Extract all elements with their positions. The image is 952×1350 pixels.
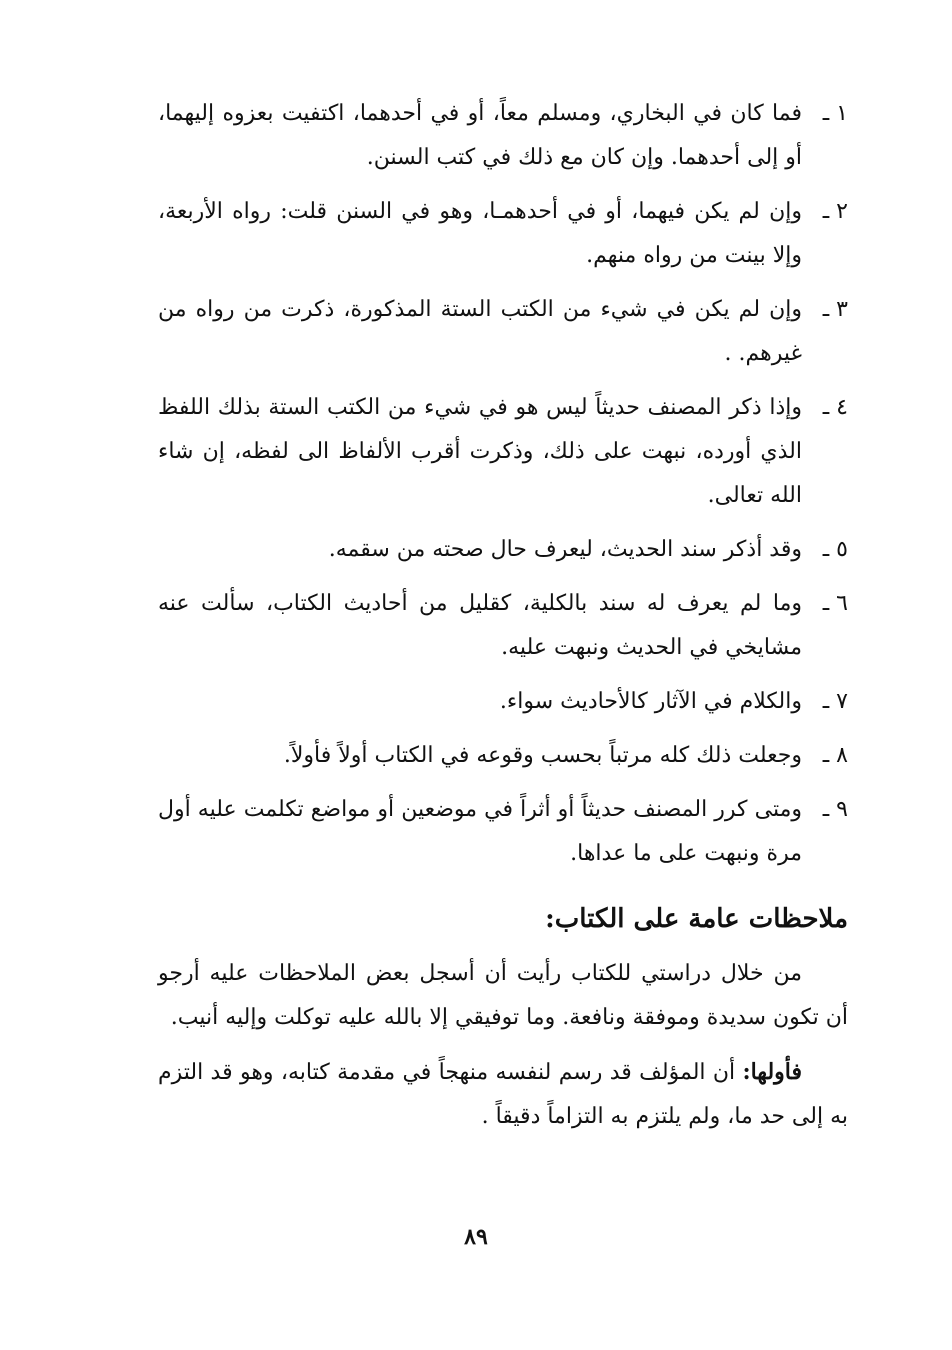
item-text: وما لم يعرف له سند بالكلية، كقليل من أحاديث الكتاب، سألت عنه مشايخي في الحديث ونبهت عليه. [158,591,802,660]
item-number: ١ ـ [822,101,848,126]
item-text: وجعلت ذلك كله مرتباً بحسب وقوعه في الكتاب أولاً فأولاً. [283,743,802,768]
list-item [158,582,848,670]
item-number: ٧ ـ [822,689,848,714]
item-text: ومتى كرر المصنف حديثاً أو أثراً في موضعين أو مواضع تكلمت عليه أول مرة ونبهت على ما عداها. [158,797,802,866]
list-item [158,528,848,572]
item-text: والكلام في الآثار كالأحاديث سواء. [499,689,802,714]
item-text: وإن لم يكن في شيء من الكتب الستة المذكورة، ذكرت من رواه من غيرهم. . [158,297,802,366]
page-body [158,92,848,1149]
list-item [158,288,848,376]
section-heading: ملاحظات عامة على الكتاب: [545,904,848,934]
list-item [158,92,848,180]
list-item [158,788,848,876]
item-number: ٥ ـ [822,537,848,562]
item-number: ٢ ـ [822,199,848,224]
first-note-text: أن المؤلف قد رسم لنفسه منهجاً في مقدمة كتابه، وهو قد التزم به إلى حد ما، ولم يلتزم به التزاماً دقيقاً . [158,1060,848,1129]
item-text: فما كان في البخاري، ومسلم معاً، أو في أحدهما، اكتفيت بعزوه إليهما، أو إلى أحدهما. وإن كان مع ذلك في كتب السنن. [158,101,802,170]
list-item [158,386,848,518]
item-text: وإن لم يكن فيهما، أو في أحدهمـا، وهو في السنن قلت: رواه الأربعة، وإلا بينت من رواه منهم. [158,199,802,268]
item-number: ٣ ـ [822,297,848,322]
first-note-lead: فأولها: [742,1059,802,1085]
item-number: ٩ ـ [822,797,848,822]
item-text: وقد أذكر سند الحديث، ليعرف حال صحته من سقمه. [328,537,802,562]
item-number: ٨ ـ [822,743,848,768]
list-item [158,190,848,278]
list-item [158,734,848,778]
first-note-paragraph [158,1050,848,1139]
list-item [158,680,848,724]
item-number: ٦ ـ [822,591,848,616]
item-number: ٤ ـ [822,395,848,420]
item-text: وإذا ذكر المصنف حديثاً ليس هو في شيء من الكتب الستة بذلك اللفظ الذي أورده، نبهت على ذلك، وذكرت أقرب الألفاظ الى لفظه، إن شاء الله تعالى. [158,395,802,508]
page-number: ٨٩ [464,1224,488,1250]
method-list [158,92,848,876]
intro-paragraph: من خلال دراستي للكتاب رأيت أن أسجل بعض الملاحظات عليه أرجو أن تكون سديدة وموفقة ونافعة. وما توفيقي إلا بالله عليه توكلت وإليه أنيب. [158,961,848,1030]
